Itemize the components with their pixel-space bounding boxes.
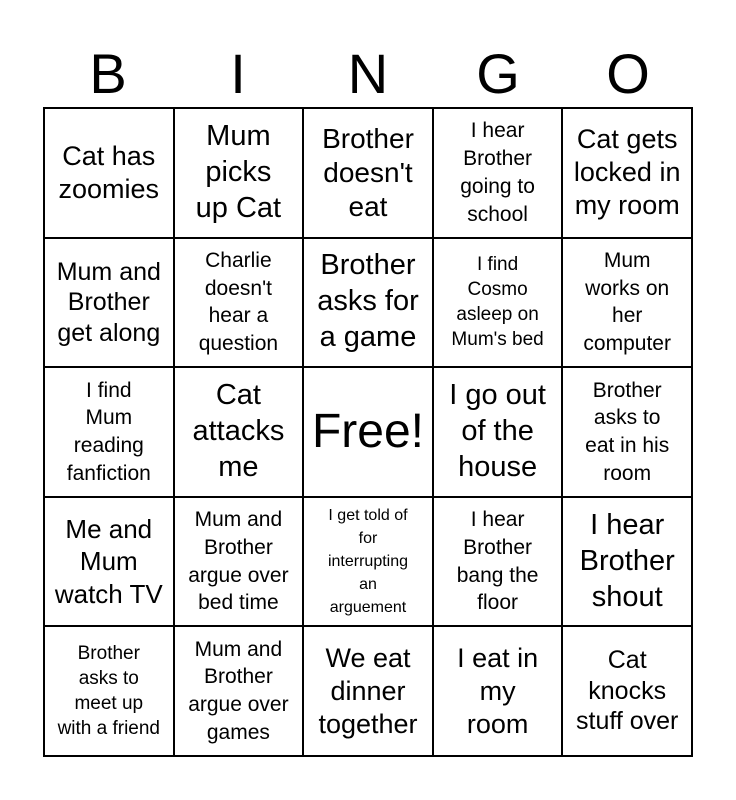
- bingo-cell-r3c2[interactable]: Cat attacks me: [174, 367, 304, 497]
- bingo-cell-r1c5[interactable]: Cat gets locked in my room: [562, 108, 692, 238]
- bingo-cell-r4c1[interactable]: Me and Mum watch TV: [44, 497, 174, 627]
- header-letter-g: G: [476, 42, 520, 105]
- bingo-cell-r5c5[interactable]: Cat knocks stuff over: [562, 626, 692, 756]
- bingo-cell-r1c3[interactable]: Brother doesn't eat: [303, 108, 433, 238]
- bingo-grid: [43, 107, 693, 757]
- bingo-cell-r4c2[interactable]: Mum and Brother argue over bed time: [174, 497, 304, 627]
- bingo-cell-r4c4[interactable]: I hear Brother bang the floor: [433, 497, 563, 627]
- bingo-cell-r1c4[interactable]: I hear Brother going to school: [433, 108, 563, 238]
- bingo-cell-r2c4[interactable]: I find Cosmo asleep on Mum's bed: [433, 238, 563, 368]
- bingo-cell-r5c2[interactable]: Mum and Brother argue over games: [174, 626, 304, 756]
- bingo-cell-r3c4[interactable]: I go out of the house: [433, 367, 563, 497]
- header-letter-b: B: [89, 42, 127, 105]
- bingo-cell-r1c2[interactable]: Mum picks up Cat: [174, 108, 304, 238]
- bingo-cell-r2c1[interactable]: Mum and Brother get along: [44, 238, 174, 368]
- bingo-cell-r3c5[interactable]: Brother asks to eat in his room: [562, 367, 692, 497]
- bingo-cell-r2c3[interactable]: Brother asks for a game: [303, 238, 433, 368]
- header-letter-n: N: [347, 42, 389, 105]
- bingo-cell-r5c4[interactable]: I eat in my room: [433, 626, 563, 756]
- bingo-cell-r5c3[interactable]: We eat dinner together: [303, 626, 433, 756]
- bingo-cell-r5c1[interactable]: Brother asks to meet up with a friend: [44, 626, 174, 756]
- bingo-cell-r4c5[interactable]: I hear Brother shout: [562, 497, 692, 627]
- bingo-cell-free[interactable]: Free!: [303, 367, 433, 497]
- bingo-cell-r4c3[interactable]: I get told of for interrupting an arguement: [303, 497, 433, 627]
- bingo-cell-r1c1[interactable]: Cat has zoomies: [44, 108, 174, 238]
- bingo-header: [43, 40, 693, 108]
- bingo-cell-r3c1[interactable]: I find Mum reading fanfiction: [44, 367, 174, 497]
- header-letter-i: I: [230, 42, 246, 105]
- header-letter-o: O: [606, 42, 650, 105]
- bingo-cell-r2c5[interactable]: Mum works on her computer: [562, 238, 692, 368]
- bingo-cell-r2c2[interactable]: Charlie doesn't hear a question: [174, 238, 304, 368]
